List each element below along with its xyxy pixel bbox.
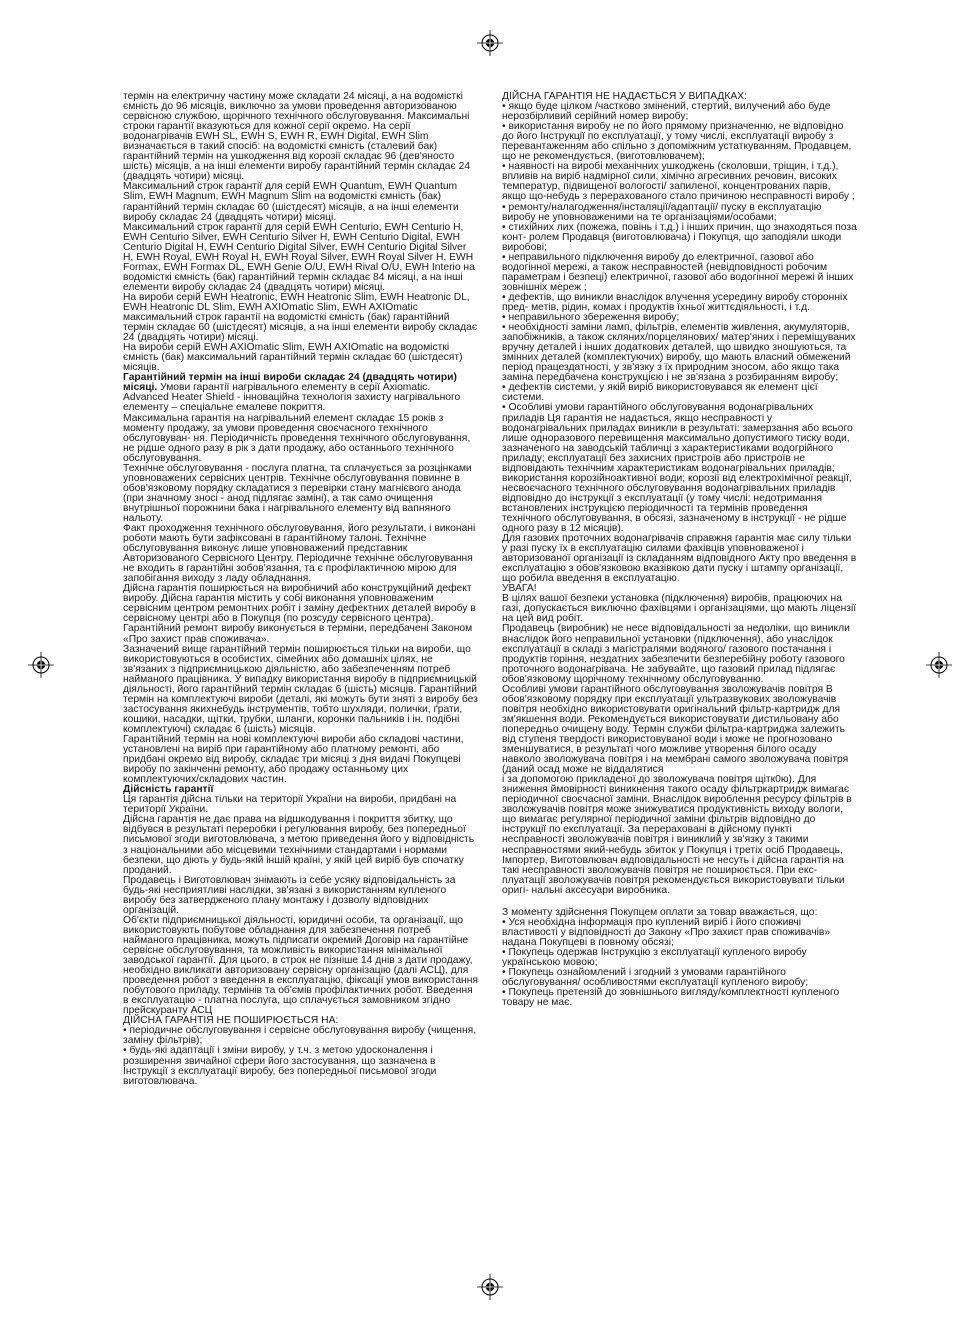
- paragraph-text: • Покупець претензій до зовнішнього вигляду/комплектності купленого товару не має.: [502, 987, 840, 1009]
- paragraph-text: Об'єкти підприємницької діяльності, юридичні особи, та організації, що використовують побутове обладнання для забезпечення потреб найманого працівника, можуть підписати окремий Договір на гарантійне сервісне обслуговування, та можливість використання мінімальної заводської гарантії. Для цього, в строк не пізніше 14 днів з дати продажу, необхідно викликати авторизовану сервісну організацію (далі АСЦ), для проведення робот з введення в експлуатацію, фіксації умов використання побутового приладу, термінів та об'ємів профілактичних робот. Введення в експлуатацію - платна послуга, що сплачується замовником згідно прейскуранту АСЦ: [123, 914, 479, 1017]
- paragraph: [502, 988, 857, 1008]
- paragraph: [502, 685, 857, 775]
- paragraph-text: • Покупець одержав Інструкцію з експлуатації купленого виробу українською мовою;: [502, 946, 807, 968]
- paragraph-text: • необхідності заміни ламп, фільтрів, елементів живлення, акумуляторів, запобіжників, а також скляних/порцелянових/ матер'яних і переміщуваних вручну деталей і інших додаткових деталей, що швидко зношуються, та змінних деталей (комплектуючих) виробу, що мають власний обмежений період працездатності, у зв'язку з їх природним зносом, або якщо така заміна передбачена конструкцією і не зв'язана з розбиранням виробу;: [502, 322, 856, 384]
- paragraph-text: • неправильного підключення виробу до електричної, газової або водогінної мережі, а також несправностей (невідповідності робочим параметрам і безпеці) електричної, газової або водогінної мережі й інших зовнішніх мереж ;: [502, 251, 854, 293]
- paragraph-text: Максимальний строк гарантії для серій EWH Quantum, EWH Quantum Slim, EWH Magnum, EWH Magnum Slim на водомісткі ємність (бак) гарантійний термін складає 60 (шістдесят) місяців, а на інші елементи виробу складає 24 (двадцять чотири) місяці.: [123, 181, 459, 223]
- paragraph: [502, 122, 857, 162]
- paragraph-text: Дійсна гарантія поширюється на виробничий або конструкційний дефект виробу. Дійсна гарантія містить у собі виконання уповноваженим сервісним центром ремонтних робіт і заміну дефектних деталей виробу в сервісному центрі або в Покупця (по розсуду сервісного центра). Гарантійний ремонт виробу виконується в терміни, передбачені Законом «Про захист прав споживача».: [123, 583, 476, 645]
- paragraph-text: • Уся необхідна інформація про куплений виріб і його споживчі властивості у відповідності до Закону «Про захист прав споживачів» надана Покупцеві в повному обсязі;: [502, 916, 831, 948]
- paragraph: [123, 414, 478, 464]
- paragraph: [502, 162, 857, 202]
- paragraph-text: • Особливі умови гарантійного обслуговування водонагрівальних приладів Ця гарантія не надається, якщо несправності у водонагрівальних приладах виникли в результаті: замерзання або всього лише одноразового перевищення максимально допустимого тиску води, зазначеного на заводській табличці з характеристиками водогрійного приладу; експлуатації без захисних пристроїв або пристроїв не відповідають технічним характеристикам водонагрівальних приладів; використання корозійноактивної води; корозії від електрохімічної реакції, несвоєчасного технічного обслуговування водонагрівальних приладів відповідно до інструкції з експлуатації (у тому числі: недотримання встановлених інструкцією періодичності та термінів проведення технічного обслуговування, в обсязі, зазначеному в інструкції - не рідше одного разу в 12 місяців).: [502, 402, 853, 535]
- paragraph-text: Дійсна гарантія не дає права на відшкодування і покриття збитку, що відбувся в результаті переробки і регулювання виробу, без попередньої письмової згоди виготовлювача, з метою приведення його у відповідність з національними або місцевими технічними стандартами і нормами безпеки, що діють у будь-якій іншій країні, у якій цей виріб був спочатку проданий.: [123, 814, 475, 876]
- paragraph-text: Технічне обслуговування - послуга платна, та сплачується за розцінками уповноважених сервісних центрів. Технічне обслуговування повинне в обов'язковому порядку складатися з перевірки стану магнієвого анода (при значному зносі - анод підлягає заміні), а так само очищення внутрішньої порожнини бака і нагрівального елементу від вапняного нальоту.: [123, 462, 472, 524]
- paragraph-text: і за допомогою прикладеної до зволожувача повітря щітк0ю). Для зниження ймовірності виникнення такого осаду фільтркартридж вимагає періодичної своєчасної заміни. Внаслідок вироблення ресурсу фільтрів в зволожувачів повітря може знижуватися продуктивність виходу вологи, що вимагає регулярної періодичної заміни фільтрів відповідно до інструкції по експлуатації. За перераховані в дійсному пункті несправності зволожувачів повітря і виниклий у зв'язку з такими несправностями який-небудь збиток у Покупця і третіх осіб Продавець, Імпортер, Виготовлювач відповідальності не несуть і дійсна гарантія на такі несправності зволожувачів повітря не поширюється. При екс- плуатації зволожувачів повітря рекомендується використовувати тільки оригі- нальні аксесуари виробника.: [502, 774, 852, 896]
- paragraph: [123, 1026, 478, 1046]
- paragraph: [502, 293, 857, 313]
- paragraph: [502, 223, 857, 253]
- paragraph-text: Продавець і Виготовлювач знімають із себе усяку відповідальність за будь-які несприятливі наслідки, зв'язані з використанням купленого виробу без затвердженого плану монтажу і дозволу відповідних організацій.: [123, 874, 456, 916]
- paragraph-text: • ремонту/налагодження/інсталяції/адаптації/ пуску в експлуатацію виробу не уповноваженими на те організаціями/особами;: [502, 201, 822, 223]
- paragraph: [123, 293, 478, 343]
- paragraph: [123, 373, 478, 393]
- paragraph-text: ДІЙСНА ГАРАНТІЯ НЕ НАДАЄТЬСЯ У ВИПАДКАХ:: [502, 91, 747, 102]
- paragraph-text: • стихійних лих (пожежа, повінь і т.д.) і інших причин, що знаходяться поза конт- ролем Продавця (виготовлювача) і Покупця, що заподіяли шкоди виробові;: [502, 221, 857, 253]
- paragraph: [502, 624, 857, 684]
- paragraph: [502, 253, 857, 293]
- paragraph-text: • неправильного збереження виробу;: [502, 312, 680, 324]
- paragraph: [123, 343, 478, 373]
- paragraph: [123, 645, 478, 735]
- paragraph-text: Максимальна гарантія на нагрівальний елемент складає 15 років з моменту продажу, за умови проведення своєчасного технічного обслуговуван- ня. Періодичність проведення технічного обслуговування, не рідше одного разу в рік з дати продажу, або останнього технічного обслуговування.: [123, 412, 471, 464]
- registration-mark-top-icon: [477, 30, 503, 56]
- paragraph: [123, 223, 478, 293]
- paragraph-text: На вироби серій EWH AXIOmatic Slim, EWH AXIOmatic на водомісткі ємність (бак) максимальний гарантійний термін складає 60 (шістдесят) місяців.: [123, 342, 463, 374]
- paragraph: [123, 735, 478, 785]
- paragraph-text: Особливі умови гарантійного обслуговування зволожувачів повітря В обов'язковому порядку при експлуатації ультразвукових зволожувачів повітря необхідно використовувати оригінальний фільтр-картридж для зм'якшення води. Рекомендується використовувати дистильовану або попередньо очищену воду. Термін служби фільтра-картриджа залежить від ступеня твердості використовуваної води і може не прогнозовано зменшуватися, в результаті чого можливе утворення білого осаду навколо зволожувача повітря і на мембрані самого зволожувача повітря (даний осад може не віддалятися: [502, 683, 849, 776]
- paragraph-text: Продавець (виробник) не несе відповідальності за недоліки, що виникли внаслідок його неправильної установки (підключення), або унаслідок експлуатації в складі з магістралями водяного/ газового постачання і продуктів горіння, нездатних забезпечити безперебійну роботу газового проточного водонагрівача. Не забувайте, що газовий прилад підлягає обов'язковому щорічному технічному обслуговуванню.: [502, 623, 850, 685]
- paragraph: [502, 102, 857, 122]
- paragraph: [123, 92, 478, 182]
- paragraph-text: Максимальний строк гарантії для серій EWH Centurio, EWH Centurio H, EWH Centurio Silver, EWH Centurio Silver H, EWH Centurio Digital, EWH Centurio Digital H, EWH Centurio Digital Silver, EWH Centurio Digital Silver H, EWH Royal, EWH Royal H, EWH Royal Silver, EWH Royal Silver H, EWH Formax, EWH Formax DL, EWH Genie O/U, EWH Rival O/U, EWH Interio на водомісткі ємність (бак) гарантійний термін складає 84 місяці, а на інші елементи виробу складає 24 (двадцять чотири) місяці.: [123, 221, 475, 293]
- paragraph: [502, 383, 857, 403]
- paragraph: [502, 968, 857, 988]
- paragraph: [502, 918, 857, 948]
- paragraph-text: • періодичне обслуговування і сервісне обслуговування виробу (чищення, заміну фільтрів);: [123, 1025, 477, 1047]
- paragraph-text: В цілях вашої безпеки установка (підключення) виробів, працюючих на газі, допускається виключно фахівцями і організаціями, що мають ліцензії на цей вид робіт.: [502, 593, 857, 625]
- paragraph: [502, 534, 857, 584]
- registration-mark-right-icon: [926, 652, 952, 678]
- registration-mark-left-icon: [28, 652, 54, 678]
- paragraph: [502, 948, 857, 968]
- right-text-column: [502, 92, 857, 1008]
- paragraph-text: Умови гарантії нагрівального елементу в серії Axiomatic.: [157, 382, 431, 394]
- paragraph: [502, 203, 857, 223]
- paragraph-text: На вироби серій EWH Heatronic, EWH Heatronic Slim, EWH Heatronic DL, EWH Heatronic DL Slim, EWH AXIOmatic Slim, EWH AXIOmatic максимальний строк гарантії на водомісткі ємність (бак) гарантійний термін складає 60 (шістдесят) місяців, а на інші елементи виробу складає 24 (двадцять чотири) місяці.: [123, 291, 478, 344]
- paragraph-text: • використання виробу не по його прямому призначенню, не відповідно до його Інструкції по експлуатації, у тому числі, експлуатації виробу з перевантаженням або спільно з допоміжним устаткуванням, Продавцем, що не рекомендується, (виготовлювачем);: [502, 121, 852, 163]
- paragraph-text: • якщо буде цілком /частково змінений, стертий, вилучений або буде нерозбірливий серійний номер виробу;: [502, 101, 831, 123]
- paragraph: [502, 323, 857, 383]
- paragraph-text: З моменту здійснення Покупцем оплати за товар вважається, що:: [502, 906, 818, 918]
- paragraph: [502, 775, 857, 896]
- paragraph-text: Ця гарантія дійсна тільки на території України на вироби, придбані на території України.: [123, 794, 457, 816]
- paragraph-text: • наявності на виробі механічних ушкоджень (сколовши, тріщин, і т.д.), впливів на виріб надмірної сили, хімічно агресивних речовин, високих температур, підвищеної вологості/ запиленої, концентрованих парів, якщо що-небудь з перерахованого стало причиною несправності виробу ;: [502, 161, 855, 203]
- registration-mark-bottom-icon: [477, 1274, 503, 1300]
- paragraph: [123, 584, 478, 644]
- paragraph: [123, 795, 478, 815]
- paragraph: [123, 916, 478, 1016]
- paragraph: [123, 464, 478, 524]
- paragraph-text: Advanced Heater Shield - інноваційна технологія захисту нагрівального елементу – спеціальне емалеве покриття.: [123, 392, 461, 414]
- paragraph-text: ДІЙСНА ГАРАНТІЯ НЕ ПОШИРЮЄТЬСЯ НА:: [123, 1015, 339, 1027]
- paragraph: [123, 524, 478, 584]
- paragraph-text: • дефектів, що виникли внаслідок влучення усередину виробу сторонніх пред- метів, рідин, комах і продуктів їхньої життєдіяльності, і т.д.: [502, 291, 848, 313]
- paragraph: [123, 815, 478, 875]
- paragraph-text: УВАГА!: [502, 583, 537, 595]
- paragraph-text: • будь-які адаптації і зміни виробу, у т.ч. з метою удосконалення і розширення звичайної сфери його застосування, що зазначена в Інструкції з експлуатації виробу, без попередньої письмової згоди виготовлювача.: [123, 1045, 437, 1087]
- paragraph: [123, 182, 478, 222]
- paragraph-text: Факт проходження технічного обслуговування, його результати, і виконані роботи мають бути зафіксовані в гарантійному талоні. Технічне обслуговування виконує лише уповноважений представник Авторизованого Сервісного Центру. Періодичне технічне обслуговування не входить в гарантійні зобов'язання, та є профілактичною мірою для запобігання виходу з ладу обладнання.: [123, 523, 476, 585]
- bold-text: Дійсність гарантії: [123, 784, 214, 796]
- paragraph-text: Для газових проточних водонагрівачів справжня гарантія має силу тільки у разі пуску їх в експлуатацію силами фахівців уповноваженої і авторизованої організації із складанням відповідного Акту про введення в експлуатацію з обов'язковою вказівкою дати пуску і штампу організації, що робила введення в експлуатацію.: [502, 533, 857, 585]
- bold-text: Гарантійний термін на інші вироби складає 24 (двадцять чотири) місяці.: [123, 372, 457, 394]
- paragraph: [123, 1046, 478, 1086]
- paragraph-text: Гарантійний термін на нові комплектуючі вироби або складові частини, установлені на виріб при гарантійному або платному ремонті, або придбані окремо від виробу, складає три місяці з дня видачі Покупцеві виробу по закінченні ремонту, або продажу останньому цих комплектуючих/складових частин.: [123, 734, 464, 786]
- paragraph-text: термін на електричну частину може складати 24 місяці, а на водомісткі ємність до 96 місяців, виключно за умови проведення авторизованою сервісною службою, щорічного технічного обслуговування. Максимальні строки гарантії вказуються для кожної серії окремо. На серії водонагрівачів EWH SL, EWH S, EWH R, EWH Digital, EWH Slim визначається в такий спосіб: на водомісткі ємність (сталевий бак) гарантійний термін на ушкодження від корозії складає 96 (дев'яносто шість) місяців, а на інші елементи виробу гарантійний термін складає 24 (двадцять чотири) місяці.: [123, 91, 471, 183]
- paragraph: [502, 594, 857, 624]
- left-text-column: [123, 92, 478, 1087]
- paragraph-text: Зазначений вище гарантійний термін поширюється тільки на вироби, що використовуються в особистих, сімейних або домашніх цілях, не зв'язаних з підприємницькою діяльністю, або забезпеченням потреб найманого працівника. У випадку використання виробу в підприємницькій діяльності, його гарантійний термін складає 6 (шість) місяців. Гарантійний термін на комплектуючі вироби (деталі, які можуть бути зняті з виробу без застосування якихнебудь інструментів, тобто шухляди, полички, ґрати, кошики, насадки, щітки, трубки, шланги, коронки пальників і ін. подібні комплектуючі) складає 6 (шість) місяців.: [123, 643, 478, 735]
- paragraph-text: • дефектів системи, у якій виріб використовувався як елемент цієї системи.: [502, 382, 818, 404]
- paragraph-text: • Покупець ознайомлений і згодний з умовами гарантійного обслуговування/ особливостями експлуатації купленого виробу;: [502, 967, 809, 989]
- paragraph: [123, 876, 478, 916]
- paragraph: [502, 403, 857, 534]
- paragraph: [123, 393, 478, 413]
